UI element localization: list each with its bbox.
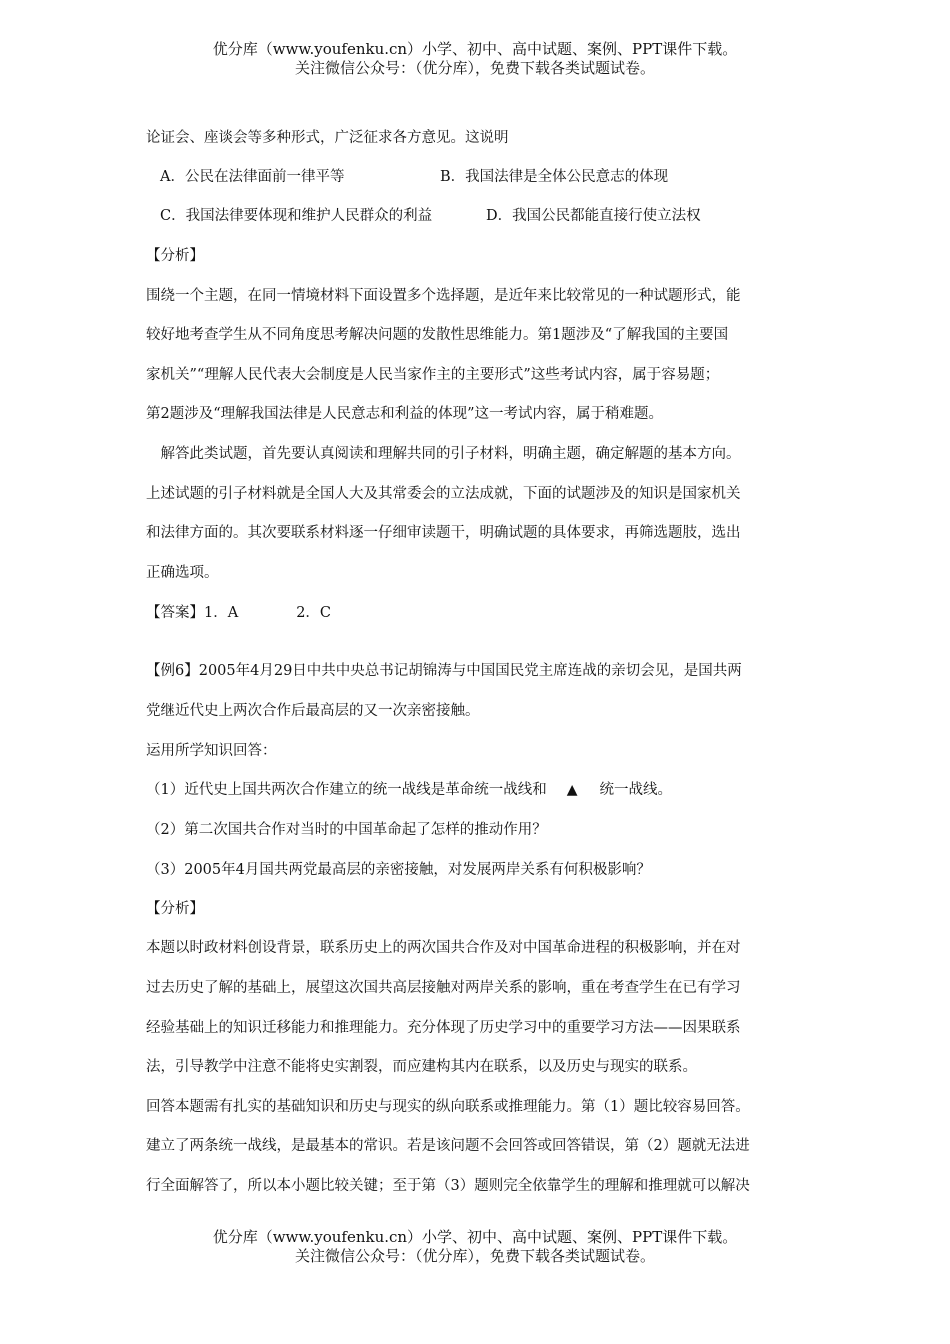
option-b: B．我国法律是全体公民意志的体现 [440, 169, 669, 185]
analysis-line: 行全面解答了，所以本小题比较关键；至于第（3）题则完全依靠学生的理解和推理就可以解决 [146, 1178, 750, 1194]
analysis-line: 建立了两条统一战线，是最基本的常识。若是该问题不会回答或回答错误，第（2）题就无法进 [146, 1138, 750, 1154]
question-3: （3）2005年4月国共两党最高层的亲密接触，对发展两岸关系有何积极影响？ [146, 862, 651, 878]
analysis-label: 【分析】 [146, 248, 204, 264]
example-line: 党继近代史上两次合作后最高层的又一次亲密接触。 [146, 703, 480, 719]
question-1-text: （1）近代史上国共两次合作建立的统一战线是革命统一战线和 [146, 782, 547, 798]
intro-text: 论证会、座谈会等多种形式，广泛征求各方意见。这说明 [146, 130, 509, 146]
question-2: （2）第二次国共合作对当时的中国革命起了怎样的推动作用？ [146, 822, 547, 838]
question-1-tail: 统一战线。 [599, 782, 673, 798]
analysis-line: 解答此类试题，首先要认真阅读和理解共同的引子材料，明确主题，确定解题的基本方向。 [146, 446, 741, 462]
answer-2: 2．C [296, 605, 332, 621]
analysis-line: 和法律方面的。其次要联系材料逐一仔细审读题干，明确试题的具体要求，再筛选题肢，选出 [146, 525, 741, 541]
header-line-1: 优分库（www.youfenku.cn）小学、初中、高中试题、案例、PPT课件下载。 [212, 40, 738, 58]
example-line: 【例6】2005年4月29日中共中央总书记胡锦涛与中国国民党主席连战的亲切会见，是国共两 [146, 663, 742, 679]
answer-1: 1．A [204, 605, 239, 621]
answer-line [146, 603, 331, 623]
option-a: A．公民在法律面前一律平等 [160, 169, 345, 185]
analysis-line: 较好地考查学生从不同角度思考解决问题的发散性思维能力。第1题涉及“了解我国的主要国 [146, 327, 729, 343]
analysis-line: 上述试题的引子材料就是全国人大及其常委会的立法成就，下面的试题涉及的知识是国家机关 [146, 486, 741, 502]
analysis-label: 【分析】 [146, 901, 204, 917]
analysis-line: 围绕一个主题，在同一情境材料下面设置多个选择题，是近年来比较常见的一种试题形式，能 [146, 288, 741, 304]
footer-line-2: 关注微信公众号：（优分库），免费下载各类试题试卷。 [294, 1247, 655, 1265]
analysis-line: 本题以时政材料创设背景，联系历史上的两次国共合作及对中国革命进程的积极影响，并在对 [146, 940, 741, 956]
analysis-line: 经验基础上的知识迁移能力和推理能力。充分体现了历史学习中的重要学习方法——因果联系 [146, 1020, 741, 1036]
analysis-line: 回答本题需有扎实的基础知识和历史与现实的纵向联系或推理能力。第（1）题比较容易回答。 [146, 1099, 750, 1115]
analysis-line: 法，引导教学中注意不能将史实割裂，而应建构其内在联系，以及历史与现实的联系。 [146, 1059, 697, 1075]
analysis-line: 家机关”“理解人民代表大会制度是人民当家作主的主要形式”这些考试内容，属于容易题； [146, 367, 720, 383]
option-c: C．我国法律要体现和维护人民群众的利益 [160, 208, 433, 224]
page-header [0, 40, 950, 78]
option-d: D．我国公民都能直接行使立法权 [486, 208, 701, 224]
triangle-icon: ▲ [566, 782, 578, 798]
question-1 [146, 780, 672, 800]
prompt-text: 运用所学知识回答： [146, 743, 277, 759]
analysis-line: 过去历史了解的基础上，展望这次国共高层接触对两岸关系的影响，重在考查学生在已有学习 [146, 980, 741, 996]
answer-label: 【答案】 [146, 605, 204, 621]
footer-line-1: 优分库（www.youfenku.cn）小学、初中、高中试题、案例、PPT课件下载。 [212, 1228, 738, 1246]
page-footer [0, 1228, 950, 1266]
analysis-line: 正确选项。 [146, 565, 219, 581]
header-line-2: 关注微信公众号：（优分库），免费下载各类试题试卷。 [294, 59, 655, 77]
analysis-line: 第2题涉及“理解我国法律是人民意志和利益的体现”这一考试内容，属于稍难题。 [146, 406, 664, 422]
